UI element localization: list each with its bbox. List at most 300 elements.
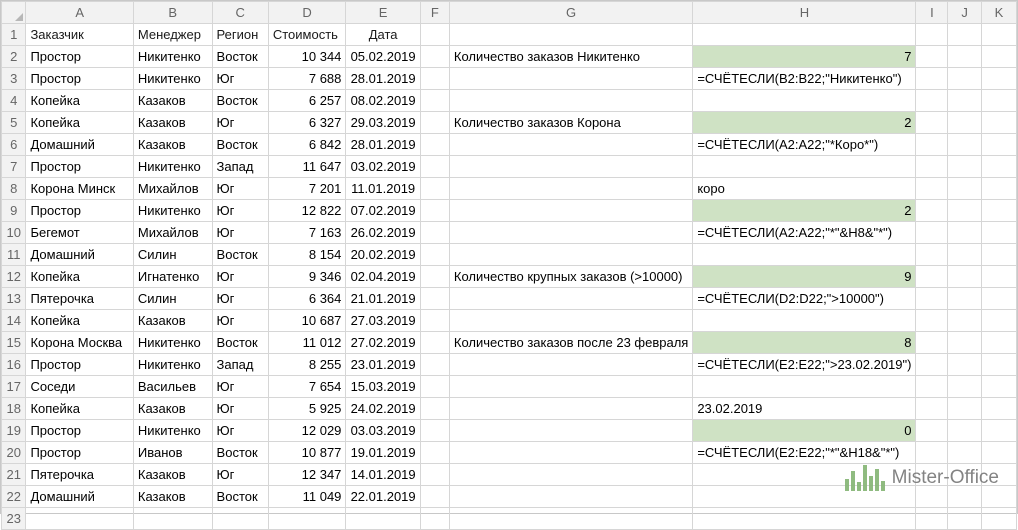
cell-g1[interactable] bbox=[449, 24, 692, 46]
cell-b20[interactable]: Иванов bbox=[133, 442, 212, 464]
table-row[interactable] bbox=[2, 134, 1017, 156]
cell-k1[interactable] bbox=[981, 24, 1016, 46]
column-header-d[interactable]: D bbox=[268, 2, 346, 24]
cell-k4[interactable] bbox=[981, 90, 1016, 112]
cell-h12[interactable]: 9 bbox=[693, 266, 916, 288]
cell-c20[interactable]: Восток bbox=[212, 442, 268, 464]
cell-i9[interactable] bbox=[916, 200, 948, 222]
cell-k14[interactable] bbox=[981, 310, 1016, 332]
cell-i15[interactable] bbox=[916, 332, 948, 354]
cell-a3[interactable]: Простор bbox=[26, 68, 133, 90]
cell-c5[interactable]: Юг bbox=[212, 112, 268, 134]
cell-f18[interactable] bbox=[420, 398, 449, 420]
cell-i2[interactable] bbox=[916, 46, 948, 68]
cell-k16[interactable] bbox=[981, 354, 1016, 376]
column-header-a[interactable]: A bbox=[26, 2, 133, 24]
cell-j2[interactable] bbox=[948, 46, 982, 68]
cell-g21[interactable] bbox=[449, 464, 692, 486]
cell-j5[interactable] bbox=[948, 112, 982, 134]
cell-i16[interactable] bbox=[916, 354, 948, 376]
cell-f4[interactable] bbox=[420, 90, 449, 112]
cell-c13[interactable]: Юг bbox=[212, 288, 268, 310]
cell-h19[interactable]: 0 bbox=[693, 420, 916, 442]
row-header-13[interactable]: 13 bbox=[2, 288, 26, 310]
cell-i19[interactable] bbox=[916, 420, 948, 442]
cell-d8[interactable]: 7 201 bbox=[268, 178, 346, 200]
cell-i7[interactable] bbox=[916, 156, 948, 178]
cell-b15[interactable]: Никитенко bbox=[133, 332, 212, 354]
cell-d10[interactable]: 7 163 bbox=[268, 222, 346, 244]
cell-k8[interactable] bbox=[981, 178, 1016, 200]
cell-c12[interactable]: Юг bbox=[212, 266, 268, 288]
row-header-11[interactable]: 11 bbox=[2, 244, 26, 266]
cell-h23[interactable] bbox=[693, 508, 916, 530]
row-header-12[interactable]: 12 bbox=[2, 266, 26, 288]
cell-c1[interactable]: Регион bbox=[212, 24, 268, 46]
cell-h7[interactable] bbox=[693, 156, 916, 178]
cell-e5[interactable]: 29.03.2019 bbox=[346, 112, 420, 134]
cell-d22[interactable]: 11 049 bbox=[268, 486, 346, 508]
column-header-c[interactable]: C bbox=[212, 2, 268, 24]
cell-f11[interactable] bbox=[420, 244, 449, 266]
cell-h20-formula[interactable]: =СЧЁТЕСЛИ(E2:E22;"*"&H18&"*") bbox=[693, 442, 916, 464]
row-header-1[interactable]: 1 bbox=[2, 24, 26, 46]
cell-e17[interactable]: 15.03.2019 bbox=[346, 376, 420, 398]
cell-i13[interactable] bbox=[916, 288, 948, 310]
cell-c17[interactable]: Юг bbox=[212, 376, 268, 398]
cell-i4[interactable] bbox=[916, 90, 948, 112]
cell-g12[interactable]: Количество крупных заказов (>10000) bbox=[449, 266, 692, 288]
cell-a23[interactable] bbox=[26, 508, 133, 530]
column-header-h[interactable]: H bbox=[693, 2, 916, 24]
cell-g8[interactable] bbox=[449, 178, 692, 200]
cell-j17[interactable] bbox=[948, 376, 982, 398]
cell-g23[interactable] bbox=[449, 508, 692, 530]
table-row[interactable] bbox=[2, 288, 1017, 310]
cell-h6-formula[interactable]: =СЧЁТЕСЛИ(A2:A22;"*Коро*") bbox=[693, 134, 916, 156]
cell-f5[interactable] bbox=[420, 112, 449, 134]
cell-a12[interactable]: Копейка bbox=[26, 266, 133, 288]
cell-j9[interactable] bbox=[948, 200, 982, 222]
cell-i11[interactable] bbox=[916, 244, 948, 266]
cell-c7[interactable]: Запад bbox=[212, 156, 268, 178]
cell-c21[interactable]: Юг bbox=[212, 464, 268, 486]
cell-k19[interactable] bbox=[981, 420, 1016, 442]
cell-h1[interactable] bbox=[693, 24, 916, 46]
cell-b8[interactable]: Михайлов bbox=[133, 178, 212, 200]
cell-a6[interactable]: Домашний bbox=[26, 134, 133, 156]
cell-f13[interactable] bbox=[420, 288, 449, 310]
cell-e19[interactable]: 03.03.2019 bbox=[346, 420, 420, 442]
cell-e23[interactable] bbox=[346, 508, 420, 530]
cell-j11[interactable] bbox=[948, 244, 982, 266]
table-row[interactable] bbox=[2, 442, 1017, 464]
cell-f23[interactable] bbox=[420, 508, 449, 530]
cell-b1[interactable]: Менеджер bbox=[133, 24, 212, 46]
cell-h17[interactable] bbox=[693, 376, 916, 398]
cell-h11[interactable] bbox=[693, 244, 916, 266]
cell-j7[interactable] bbox=[948, 156, 982, 178]
cell-j4[interactable] bbox=[948, 90, 982, 112]
cell-h4[interactable] bbox=[693, 90, 916, 112]
cell-g15[interactable]: Количество заказов после 23 февраля bbox=[449, 332, 692, 354]
cell-c8[interactable]: Юг bbox=[212, 178, 268, 200]
cell-a4[interactable]: Копейка bbox=[26, 90, 133, 112]
cell-k2[interactable] bbox=[981, 46, 1016, 68]
cell-b17[interactable]: Васильев bbox=[133, 376, 212, 398]
cell-c15[interactable]: Восток bbox=[212, 332, 268, 354]
table-row[interactable] bbox=[2, 244, 1017, 266]
cell-d21[interactable]: 12 347 bbox=[268, 464, 346, 486]
cell-d13[interactable]: 6 364 bbox=[268, 288, 346, 310]
cell-k12[interactable] bbox=[981, 266, 1016, 288]
cell-d3[interactable]: 7 688 bbox=[268, 68, 346, 90]
cell-h9[interactable]: 2 bbox=[693, 200, 916, 222]
cell-a19[interactable]: Простор bbox=[26, 420, 133, 442]
table-row[interactable] bbox=[2, 310, 1017, 332]
cell-d23[interactable] bbox=[268, 508, 346, 530]
column-header-g[interactable]: G bbox=[449, 2, 692, 24]
cell-b16[interactable]: Никитенко bbox=[133, 354, 212, 376]
cell-a5[interactable]: Копейка bbox=[26, 112, 133, 134]
row-header-14[interactable]: 14 bbox=[2, 310, 26, 332]
cell-j20[interactable] bbox=[948, 442, 982, 464]
row-header-17[interactable]: 17 bbox=[2, 376, 26, 398]
cell-f22[interactable] bbox=[420, 486, 449, 508]
cell-e2[interactable]: 05.02.2019 bbox=[346, 46, 420, 68]
cell-e12[interactable]: 02.04.2019 bbox=[346, 266, 420, 288]
cell-j18[interactable] bbox=[948, 398, 982, 420]
cell-e9[interactable]: 07.02.2019 bbox=[346, 200, 420, 222]
cell-f14[interactable] bbox=[420, 310, 449, 332]
row-header-15[interactable]: 15 bbox=[2, 332, 26, 354]
row-header-7[interactable]: 7 bbox=[2, 156, 26, 178]
row-header-4[interactable]: 4 bbox=[2, 90, 26, 112]
column-header-j[interactable]: J bbox=[948, 2, 982, 24]
cell-i6[interactable] bbox=[916, 134, 948, 156]
cell-f3[interactable] bbox=[420, 68, 449, 90]
table-row[interactable] bbox=[2, 112, 1017, 134]
cell-c22[interactable]: Восток bbox=[212, 486, 268, 508]
cell-g13[interactable] bbox=[449, 288, 692, 310]
table-row[interactable] bbox=[2, 90, 1017, 112]
cell-h5[interactable]: 2 bbox=[693, 112, 916, 134]
cell-b4[interactable]: Казаков bbox=[133, 90, 212, 112]
cell-g4[interactable] bbox=[449, 90, 692, 112]
cell-g19[interactable] bbox=[449, 420, 692, 442]
cell-f20[interactable] bbox=[420, 442, 449, 464]
cell-h14[interactable] bbox=[693, 310, 916, 332]
cell-f17[interactable] bbox=[420, 376, 449, 398]
cell-h8[interactable]: коро bbox=[693, 178, 916, 200]
cell-i14[interactable] bbox=[916, 310, 948, 332]
cell-e6[interactable]: 28.01.2019 bbox=[346, 134, 420, 156]
cell-a20[interactable]: Простор bbox=[26, 442, 133, 464]
cell-b22[interactable]: Казаков bbox=[133, 486, 212, 508]
cell-b11[interactable]: Силин bbox=[133, 244, 212, 266]
cell-k13[interactable] bbox=[981, 288, 1016, 310]
cell-d5[interactable]: 6 327 bbox=[268, 112, 346, 134]
cell-f1[interactable] bbox=[420, 24, 449, 46]
row-header-16[interactable]: 16 bbox=[2, 354, 26, 376]
cell-f8[interactable] bbox=[420, 178, 449, 200]
cell-i12[interactable] bbox=[916, 266, 948, 288]
cell-g3[interactable] bbox=[449, 68, 692, 90]
cell-j3[interactable] bbox=[948, 68, 982, 90]
cell-k10[interactable] bbox=[981, 222, 1016, 244]
cell-j12[interactable] bbox=[948, 266, 982, 288]
cell-c11[interactable]: Восток bbox=[212, 244, 268, 266]
row-header-3[interactable]: 3 bbox=[2, 68, 26, 90]
table-row[interactable] bbox=[2, 178, 1017, 200]
cell-b19[interactable]: Никитенко bbox=[133, 420, 212, 442]
cell-b6[interactable]: Казаков bbox=[133, 134, 212, 156]
table-row[interactable] bbox=[2, 156, 1017, 178]
cell-g10[interactable] bbox=[449, 222, 692, 244]
row-header-22[interactable]: 22 bbox=[2, 486, 26, 508]
row-header-6[interactable]: 6 bbox=[2, 134, 26, 156]
cell-g9[interactable] bbox=[449, 200, 692, 222]
cell-d1[interactable]: Стоимость bbox=[268, 24, 346, 46]
cell-d15[interactable]: 11 012 bbox=[268, 332, 346, 354]
cell-d20[interactable]: 10 877 bbox=[268, 442, 346, 464]
cell-d18[interactable]: 5 925 bbox=[268, 398, 346, 420]
cell-f19[interactable] bbox=[420, 420, 449, 442]
cell-f6[interactable] bbox=[420, 134, 449, 156]
cell-g2[interactable]: Количество заказов Никитенко bbox=[449, 46, 692, 68]
cell-d14[interactable]: 10 687 bbox=[268, 310, 346, 332]
cell-c3[interactable]: Юг bbox=[212, 68, 268, 90]
cell-g14[interactable] bbox=[449, 310, 692, 332]
cell-b2[interactable]: Никитенко bbox=[133, 46, 212, 68]
cell-e15[interactable]: 27.02.2019 bbox=[346, 332, 420, 354]
cell-c16[interactable]: Запад bbox=[212, 354, 268, 376]
table-row[interactable] bbox=[2, 508, 1017, 530]
table-row[interactable] bbox=[2, 222, 1017, 244]
cell-k18[interactable] bbox=[981, 398, 1016, 420]
cell-e18[interactable]: 24.02.2019 bbox=[346, 398, 420, 420]
cell-e13[interactable]: 21.01.2019 bbox=[346, 288, 420, 310]
cell-a13[interactable]: Пятерочка bbox=[26, 288, 133, 310]
cell-h2[interactable]: 7 bbox=[693, 46, 916, 68]
cell-i8[interactable] bbox=[916, 178, 948, 200]
cell-g11[interactable] bbox=[449, 244, 692, 266]
table-row[interactable] bbox=[2, 398, 1017, 420]
cell-f21[interactable] bbox=[420, 464, 449, 486]
cell-d7[interactable]: 11 647 bbox=[268, 156, 346, 178]
cell-b14[interactable]: Казаков bbox=[133, 310, 212, 332]
cell-c10[interactable]: Юг bbox=[212, 222, 268, 244]
row-header-8[interactable]: 8 bbox=[2, 178, 26, 200]
cell-k11[interactable] bbox=[981, 244, 1016, 266]
cell-e11[interactable]: 20.02.2019 bbox=[346, 244, 420, 266]
cell-a16[interactable]: Простор bbox=[26, 354, 133, 376]
table-row[interactable] bbox=[2, 332, 1017, 354]
table-row[interactable] bbox=[2, 24, 1017, 46]
cell-g7[interactable] bbox=[449, 156, 692, 178]
cell-b3[interactable]: Никитенко bbox=[133, 68, 212, 90]
cell-e3[interactable]: 28.01.2019 bbox=[346, 68, 420, 90]
cell-i10[interactable] bbox=[916, 222, 948, 244]
cell-j10[interactable] bbox=[948, 222, 982, 244]
cell-f16[interactable] bbox=[420, 354, 449, 376]
table-row[interactable] bbox=[2, 68, 1017, 90]
cell-a9[interactable]: Простор bbox=[26, 200, 133, 222]
cell-a8[interactable]: Корона Минск bbox=[26, 178, 133, 200]
column-header-k[interactable]: K bbox=[981, 2, 1016, 24]
cell-d9[interactable]: 12 822 bbox=[268, 200, 346, 222]
cell-h15[interactable]: 8 bbox=[693, 332, 916, 354]
column-header-b[interactable]: B bbox=[133, 2, 212, 24]
table-row[interactable] bbox=[2, 266, 1017, 288]
table-row[interactable] bbox=[2, 354, 1017, 376]
cell-f10[interactable] bbox=[420, 222, 449, 244]
cell-g5[interactable]: Количество заказов Корона bbox=[449, 112, 692, 134]
cell-h16-formula[interactable]: =СЧЁТЕСЛИ(E2:E22;">23.02.2019") bbox=[693, 354, 916, 376]
cell-c23[interactable] bbox=[212, 508, 268, 530]
cell-a22[interactable]: Домашний bbox=[26, 486, 133, 508]
cell-d4[interactable]: 6 257 bbox=[268, 90, 346, 112]
cell-b12[interactable]: Игнатенко bbox=[133, 266, 212, 288]
cell-f15[interactable] bbox=[420, 332, 449, 354]
cell-f9[interactable] bbox=[420, 200, 449, 222]
cell-e1[interactable]: Дата bbox=[346, 24, 420, 46]
cell-c6[interactable]: Восток bbox=[212, 134, 268, 156]
cell-c18[interactable]: Юг bbox=[212, 398, 268, 420]
cell-g18[interactable] bbox=[449, 398, 692, 420]
cell-e14[interactable]: 27.03.2019 bbox=[346, 310, 420, 332]
cell-j15[interactable] bbox=[948, 332, 982, 354]
cell-j6[interactable] bbox=[948, 134, 982, 156]
cell-c9[interactable]: Юг bbox=[212, 200, 268, 222]
cell-k5[interactable] bbox=[981, 112, 1016, 134]
table-row[interactable] bbox=[2, 420, 1017, 442]
column-header-i[interactable]: I bbox=[916, 2, 948, 24]
row-header-18[interactable]: 18 bbox=[2, 398, 26, 420]
cell-b18[interactable]: Казаков bbox=[133, 398, 212, 420]
cell-k6[interactable] bbox=[981, 134, 1016, 156]
column-header-f[interactable]: F bbox=[420, 2, 449, 24]
cell-j16[interactable] bbox=[948, 354, 982, 376]
cell-g20[interactable] bbox=[449, 442, 692, 464]
cell-i5[interactable] bbox=[916, 112, 948, 134]
table-row[interactable] bbox=[2, 46, 1017, 68]
cell-d6[interactable]: 6 842 bbox=[268, 134, 346, 156]
cell-f12[interactable] bbox=[420, 266, 449, 288]
cell-b23[interactable] bbox=[133, 508, 212, 530]
cell-c4[interactable]: Восток bbox=[212, 90, 268, 112]
cell-d17[interactable]: 7 654 bbox=[268, 376, 346, 398]
cell-h18[interactable]: 23.02.2019 bbox=[693, 398, 916, 420]
cell-i3[interactable] bbox=[916, 68, 948, 90]
cell-a21[interactable]: Пятерочка bbox=[26, 464, 133, 486]
cell-a15[interactable]: Корона Москва bbox=[26, 332, 133, 354]
cell-a10[interactable]: Бегемот bbox=[26, 222, 133, 244]
cell-j8[interactable] bbox=[948, 178, 982, 200]
cell-h10-formula[interactable]: =СЧЁТЕСЛИ(A2:A22;"*"&H8&"*") bbox=[693, 222, 916, 244]
cell-e7[interactable]: 03.02.2019 bbox=[346, 156, 420, 178]
cell-e20[interactable]: 19.01.2019 bbox=[346, 442, 420, 464]
cell-a14[interactable]: Копейка bbox=[26, 310, 133, 332]
cell-e22[interactable]: 22.01.2019 bbox=[346, 486, 420, 508]
cell-d12[interactable]: 9 346 bbox=[268, 266, 346, 288]
select-all-corner[interactable] bbox=[2, 2, 26, 24]
cell-c2[interactable]: Восток bbox=[212, 46, 268, 68]
cell-h3-formula[interactable]: =СЧЁТЕСЛИ(B2:B22;"Никитенко") bbox=[693, 68, 916, 90]
cell-b5[interactable]: Казаков bbox=[133, 112, 212, 134]
cell-g6[interactable] bbox=[449, 134, 692, 156]
cell-k17[interactable] bbox=[981, 376, 1016, 398]
cell-b7[interactable]: Никитенко bbox=[133, 156, 212, 178]
cell-i20[interactable] bbox=[916, 442, 948, 464]
cell-f7[interactable] bbox=[420, 156, 449, 178]
cell-k23[interactable] bbox=[981, 508, 1016, 530]
row-header-10[interactable]: 10 bbox=[2, 222, 26, 244]
cell-d2[interactable]: 10 344 bbox=[268, 46, 346, 68]
row-header-19[interactable]: 19 bbox=[2, 420, 26, 442]
cell-e21[interactable]: 14.01.2019 bbox=[346, 464, 420, 486]
cell-j1[interactable] bbox=[948, 24, 982, 46]
table-row[interactable] bbox=[2, 376, 1017, 398]
cell-g16[interactable] bbox=[449, 354, 692, 376]
cell-j23[interactable] bbox=[948, 508, 982, 530]
cell-a1[interactable]: Заказчик bbox=[26, 24, 133, 46]
row-header-21[interactable]: 21 bbox=[2, 464, 26, 486]
cell-e4[interactable]: 08.02.2019 bbox=[346, 90, 420, 112]
cell-a11[interactable]: Домашний bbox=[26, 244, 133, 266]
cell-k9[interactable] bbox=[981, 200, 1016, 222]
cell-a7[interactable]: Простор bbox=[26, 156, 133, 178]
cell-g17[interactable] bbox=[449, 376, 692, 398]
cell-k15[interactable] bbox=[981, 332, 1016, 354]
cell-k3[interactable] bbox=[981, 68, 1016, 90]
cell-j13[interactable] bbox=[948, 288, 982, 310]
cell-a2[interactable]: Простор bbox=[26, 46, 133, 68]
cell-c14[interactable]: Юг bbox=[212, 310, 268, 332]
cell-i17[interactable] bbox=[916, 376, 948, 398]
cell-b10[interactable]: Михайлов bbox=[133, 222, 212, 244]
row-header-9[interactable]: 9 bbox=[2, 200, 26, 222]
row-header-20[interactable]: 20 bbox=[2, 442, 26, 464]
cell-c19[interactable]: Юг bbox=[212, 420, 268, 442]
cell-i18[interactable] bbox=[916, 398, 948, 420]
cell-g22[interactable] bbox=[449, 486, 692, 508]
cell-i23[interactable] bbox=[916, 508, 948, 530]
row-header-23[interactable]: 23 bbox=[2, 508, 26, 530]
cell-e10[interactable]: 26.02.2019 bbox=[346, 222, 420, 244]
cell-e8[interactable]: 11.01.2019 bbox=[346, 178, 420, 200]
cell-k20[interactable] bbox=[981, 442, 1016, 464]
cell-f2[interactable] bbox=[420, 46, 449, 68]
worksheet-grid[interactable] bbox=[1, 1, 1017, 530]
cell-i1[interactable] bbox=[916, 24, 948, 46]
column-header-e[interactable]: E bbox=[346, 2, 420, 24]
cell-b9[interactable]: Никитенко bbox=[133, 200, 212, 222]
cell-k7[interactable] bbox=[981, 156, 1016, 178]
cell-b21[interactable]: Казаков bbox=[133, 464, 212, 486]
cell-d16[interactable]: 8 255 bbox=[268, 354, 346, 376]
table-row[interactable] bbox=[2, 200, 1017, 222]
row-header-5[interactable]: 5 bbox=[2, 112, 26, 134]
cell-a18[interactable]: Копейка bbox=[26, 398, 133, 420]
row-header-2[interactable]: 2 bbox=[2, 46, 26, 68]
cell-h13-formula[interactable]: =СЧЁТЕСЛИ(D2:D22;">10000") bbox=[693, 288, 916, 310]
cell-j19[interactable] bbox=[948, 420, 982, 442]
cell-d11[interactable]: 8 154 bbox=[268, 244, 346, 266]
cell-e16[interactable]: 23.01.2019 bbox=[346, 354, 420, 376]
cell-a17[interactable]: Соседи bbox=[26, 376, 133, 398]
cell-j14[interactable] bbox=[948, 310, 982, 332]
